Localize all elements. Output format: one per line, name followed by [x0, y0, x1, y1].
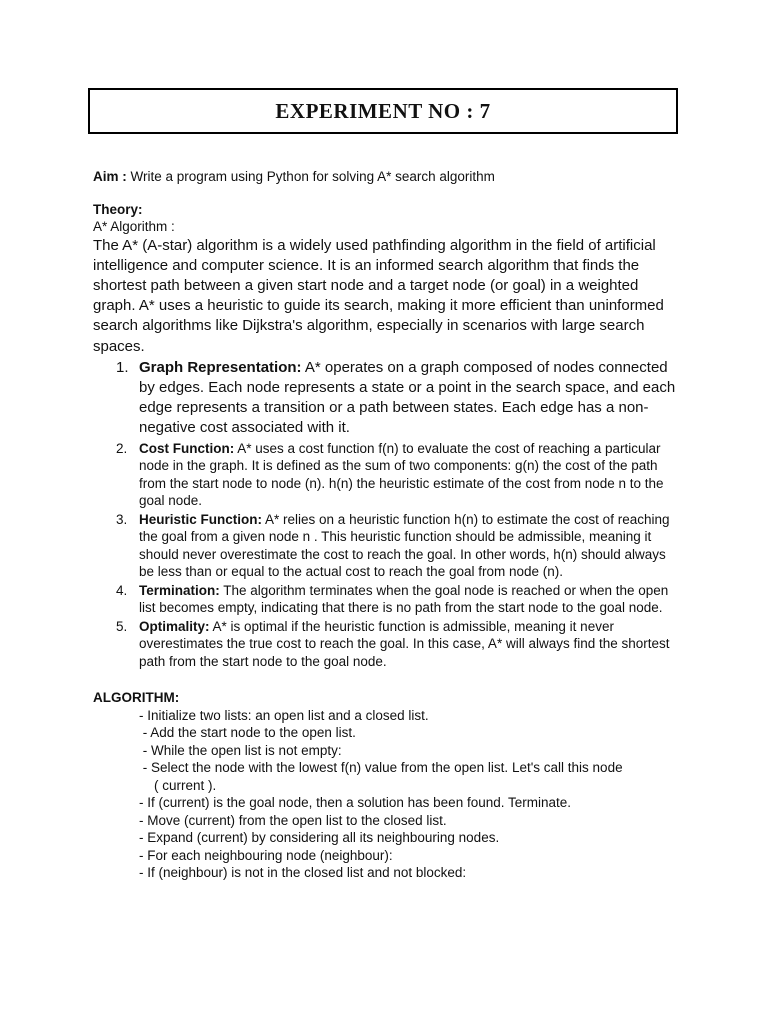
- point-text: A* uses a cost function f(n) to evaluate the cost of reaching a particular node in the graph. It is defined as the sum of two components: g(n) the cost of the path from the start node to node (n). h(n) the heuristic estimate of the cost from node n to the goal node.: [139, 440, 664, 509]
- point-text: A* is optimal if the heuristic function is admissible, meaning it never overestimates the true cost to reach the goal. In this case, A* will always find the shortest path from the start node to the goal node.: [139, 618, 670, 669]
- list-number: 1.: [116, 358, 129, 376]
- list-number: 3.: [116, 511, 128, 527]
- theory-heading: Theory:: [93, 201, 143, 217]
- list-item: [116, 582, 683, 617]
- algorithm-step: - If (current) is the goal node, then a solution has been found. Terminate.: [139, 795, 572, 811]
- page-title: EXPERIMENT NO : 7: [275, 98, 491, 123]
- theory-intro: The A* (A-star) algorithm is a widely used pathfinding algorithm in the field of artificial intelligence and computer science. It is an informed search algorithm that finds the shortest path between a given start node and a target node (or goal) in a weighted graph. A* uses a heuristic to guide its search, making it more efficient than uninformed search algorithms like Dijkstra's algorithm, especially in scenarios with large search spaces.: [93, 236, 664, 355]
- aim-text: Write a program using Python for solving A* search algorithm: [126, 169, 495, 184]
- algorithm-step: - Move (current) from the open list to the closed list.: [139, 812, 447, 828]
- list-number: 2.: [116, 440, 128, 456]
- algorithm-step: - For each neighbouring node (neighbour):: [139, 847, 393, 863]
- list-item: [116, 618, 683, 671]
- point-text: A* operates on a graph composed of nodes connected by edges. Each node represents a state or a point in the search space, and each edge represents a transition or a path between states. Each edge has a non-negative cost associated with it.: [139, 358, 676, 437]
- algorithm-step: - Expand (current) by considering all its neighbouring nodes.: [139, 830, 500, 846]
- algorithm-heading: ALGORITHM:: [93, 690, 180, 706]
- document-body: [93, 168, 683, 882]
- point-title: Termination:: [139, 582, 220, 598]
- algorithm-step: - Add the start node to the open list.: [139, 725, 356, 741]
- point-title: Optimality:: [139, 618, 210, 634]
- theory-points: [93, 358, 683, 670]
- point-title: Heuristic Function:: [139, 511, 263, 527]
- algorithm-step: - If (neighbour) is not in the closed list and not blocked:: [139, 865, 467, 881]
- aim-line: [93, 168, 683, 186]
- list-item: [116, 440, 683, 510]
- point-text: The algorithm terminates when the goal node is reached or when the open list becomes empty, indicating that there is no path from the start node to the goal node.: [139, 582, 669, 616]
- list-item: [116, 358, 683, 439]
- title-box: [88, 88, 678, 134]
- list-number: 5.: [116, 618, 128, 634]
- list-item: [116, 511, 683, 581]
- algorithm-steps: [93, 707, 683, 882]
- point-text: A* relies on a heuristic function h(n) to estimate the cost of reaching the goal from a given node n . This heuristic function should be admissible, meaning it should never overestimate the cost to reach the goal. In other words, h(n) should always be less than or equal to the actual cost to reach the goal from node (n).: [139, 511, 670, 580]
- algorithm-step: - Select the node with the lowest f(n) value from the open list. Let's call this node: [139, 760, 623, 776]
- list-number: 4.: [116, 582, 128, 598]
- point-title: Graph Representation:: [139, 358, 302, 376]
- aim-label: Aim :: [93, 169, 127, 184]
- algorithm-step: - Initialize two lists: an open list and a closed list.: [139, 707, 429, 723]
- point-title: Cost Function:: [139, 440, 235, 456]
- algorithm-step: ( current ).: [139, 777, 217, 793]
- algorithm-step: - While the open list is not empty:: [139, 742, 342, 758]
- theory-subheading: A* Algorithm :: [93, 219, 175, 234]
